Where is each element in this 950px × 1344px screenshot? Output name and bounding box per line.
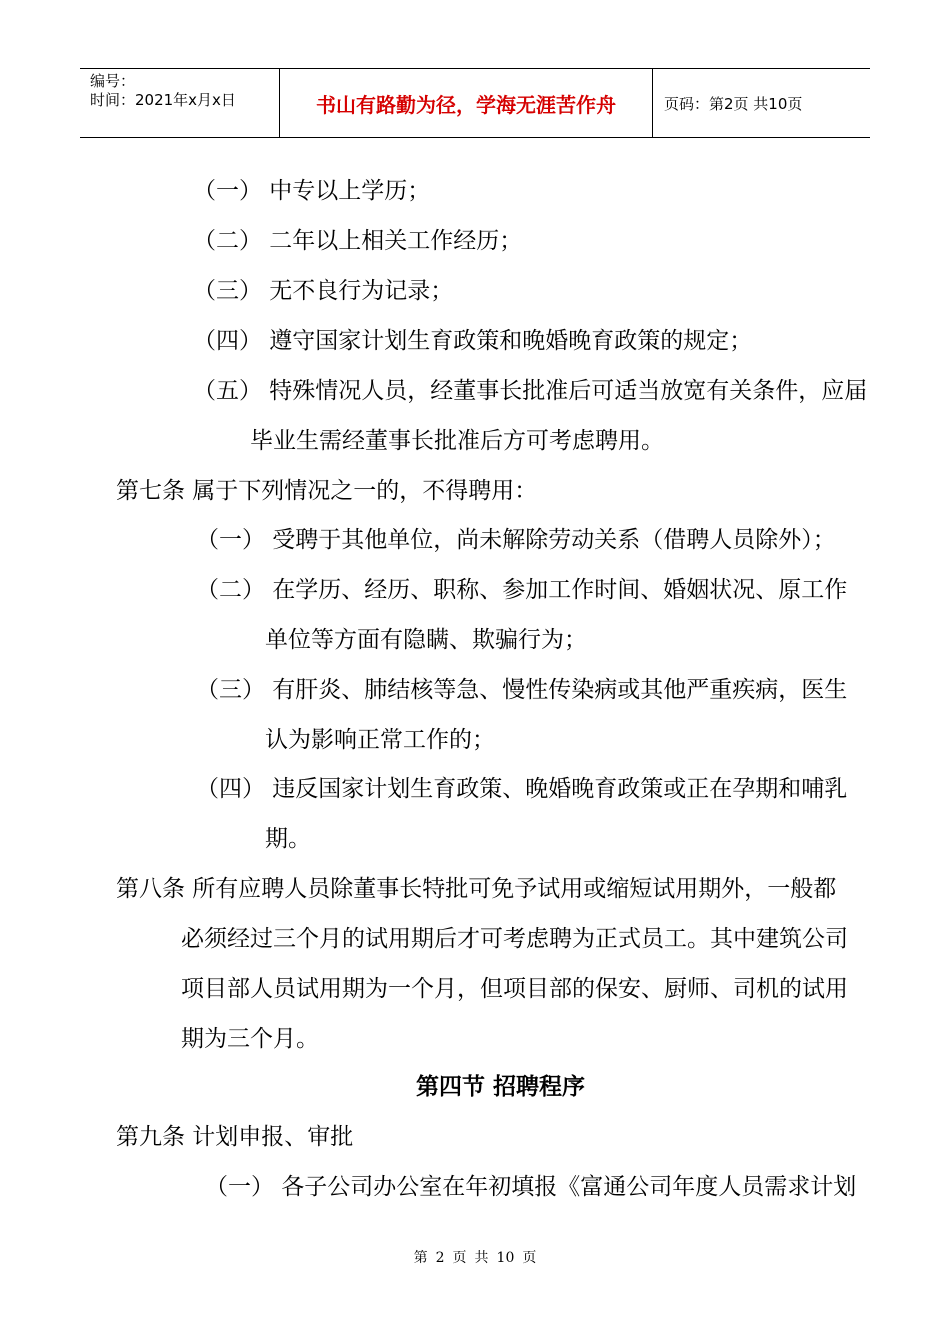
footer-total-pages: 10 xyxy=(496,1250,515,1266)
body-line: （一） 各子公司办公室在年初填报《富通公司年度人员需求计划 xyxy=(205,1174,857,1200)
time-label: 时间：2021年x月x日 xyxy=(90,91,236,109)
body-line: （五） 特殊情况人员，经董事长批准后可适当放宽有关条件，应届 xyxy=(193,378,868,404)
page-footer xyxy=(0,1247,950,1267)
section-title: 第四节 招聘程序 xyxy=(416,1074,586,1100)
serial-label: 编号： xyxy=(90,72,136,90)
body-line: 项目部人员试用期为一个月，但项目部的保安、厨师、司机的试用 xyxy=(181,976,848,1002)
body-line: （三） 有肝炎、肺结核等急、慢性传染病或其他严重疾病，医生 xyxy=(196,677,848,703)
body-line: （四） 违反国家计划生育政策、晚婚晚育政策或正在孕期和哺乳 xyxy=(196,776,848,802)
article-heading: 第七条 属于下列情况之一的，不得聘用： xyxy=(116,478,538,504)
article-heading: 第八条 所有应聘人员除董事长特批可免予试用或缩短试用期外，一般都 xyxy=(116,876,837,902)
page-header xyxy=(80,68,870,138)
footer-text: 页 xyxy=(522,1250,537,1266)
footer-page-number: 2 xyxy=(435,1250,445,1266)
body-line: 毕业生需经董事长批准后方可考虑聘用。 xyxy=(250,428,664,454)
body-line: （二） 二年以上相关工作经历； xyxy=(193,228,523,254)
body-line: 认为影响正常工作的； xyxy=(265,727,495,753)
footer-text: 页 xyxy=(452,1250,467,1266)
body-line: （二） 在学历、经历、职称、参加工作时间、婚姻状况、原工作 xyxy=(196,577,848,603)
header-page-info: 页码：第2页 共10页 xyxy=(664,94,803,113)
footer-text: 共 xyxy=(474,1250,489,1266)
header-meta xyxy=(80,69,280,137)
body-line: 必须经过三个月的试用期后才可考虑聘为正式员工。其中建筑公司 xyxy=(181,926,848,952)
body-line: 单位等方面有隐瞒、欺骗行为； xyxy=(265,627,587,653)
body-line: （一） 受聘于其他单位，尚未解除劳动关系（借聘人员除外）； xyxy=(196,527,836,553)
body-line: 期为三个月。 xyxy=(181,1026,319,1052)
body-line: 期。 xyxy=(265,826,311,852)
body-line: （三） 无不良行为记录； xyxy=(193,278,454,304)
body-line: （四） 遵守国家计划生育政策和晚婚晚育政策的规定； xyxy=(193,328,753,354)
footer-text: 第 xyxy=(413,1250,428,1266)
body-line: （一） 中专以上学历； xyxy=(193,178,431,204)
article-heading: 第九条 计划申报、审批 xyxy=(116,1124,354,1150)
header-motto: 书山有路勤为径，学海无涯苦作舟 xyxy=(280,69,653,137)
